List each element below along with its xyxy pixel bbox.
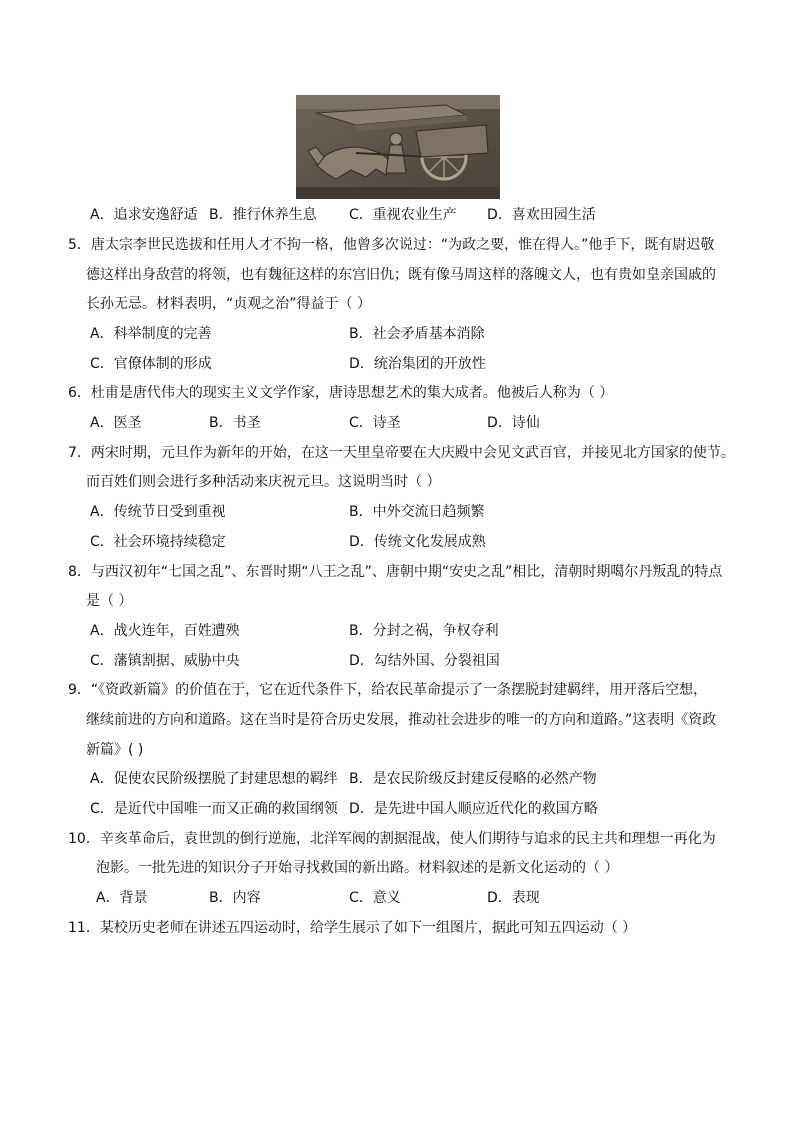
q5-question-line-3: 长孙无忌。材料表明，“贞观之治”得益于（ ）	[86, 296, 371, 312]
q10-option-c: C．意义	[349, 890, 401, 906]
q5-option-d: D．统治集团的开放性	[349, 356, 486, 372]
q6-option-d: D．诗仙	[487, 415, 540, 431]
q7-option-b: B．中外交流日趋频繁	[349, 504, 485, 520]
q4-option-d: D．喜欢田园生活	[487, 207, 596, 223]
q9-question-line-2: 继续前进的方向和道路。这在当时是符合历史发展，推动社会进步的唯一的方向和道路。”这表明《资政	[86, 712, 717, 728]
stone-relief-image	[296, 95, 500, 199]
q4-option-b: B．推行休养生息	[209, 207, 317, 223]
q6-option-b: B．书圣	[209, 415, 261, 431]
q8-option-d: D．勾结外国、分裂祖国	[349, 653, 500, 669]
q7-option-c: C．社会环境持续稳定	[90, 534, 226, 550]
q10-option-a: A．背景	[96, 890, 148, 906]
q5-question-line-2: 德这样出身敌营的将领，也有魏征这样的东宫旧仇；既有像马周这样的落魄文人，也有贵如皇亲国戚的	[86, 267, 716, 283]
q10-question-line-2: 泡影。一批先进的知识分子开始寻找救国的新出路。材料叙述的是新文化运动的（ ）	[96, 860, 619, 876]
q7-option-a: A．传统节日受到重视	[90, 504, 226, 520]
q7-option-d: D．传统文化发展成熟	[349, 534, 486, 550]
q4-option-a: A．追求安逸舒适	[90, 207, 198, 223]
q5-option-c: C．官僚体制的形成	[90, 356, 212, 372]
q4-option-c: C．重视农业生产	[349, 207, 457, 223]
q5-option-b: B．社会矛盾基本消除	[349, 326, 485, 342]
q8-option-b: B．分封之祸，争权夺利	[349, 623, 499, 639]
q8-option-c: C．藩镇割据、威胁中央	[90, 653, 240, 669]
q5-option-a: A．科举制度的完善	[90, 326, 212, 342]
q9-option-c: C．是近代中国唯一而又正确的救国纲领	[90, 801, 338, 817]
q9-option-b: B．是农民阶级反封建反侵略的必然产物	[349, 771, 597, 787]
q9-option-a: A．促使农民阶级摆脱了封建思想的羁绊	[90, 771, 338, 787]
q9-question-line-3: 新篇》( )	[86, 742, 144, 758]
q8-question-line-2: 是（ ）	[86, 593, 133, 609]
q10-option-b: B．内容	[209, 890, 261, 906]
q10-question-line-1: 10．辛亥革命后，袁世凯的倒行逆施，北洋军阀的割据混战，使人们期待与追求的民主共和理想一再化为	[68, 831, 716, 847]
q10-option-d: D．表现	[487, 890, 540, 906]
q9-option-d: D．是先进中国人顺应近代化的救国方略	[349, 801, 598, 817]
q6-question-line-1: 6．杜甫是唐代伟大的现实主义文学作家，唐诗思想艺术的集大成者。他被后人称为（ ）	[68, 385, 614, 401]
q5-question-line-1: 5．唐太宗李世民选拔和任用人才不拘一格，他曾多次说过：“为政之要，惟在得人。”他手下，既有尉迟敬	[68, 237, 715, 253]
q11-question-line-1: 11．某校历史老师在讲述五四运动时，给学生展示了如下一组图片，据此可知五四运动（ ）	[68, 920, 637, 936]
q8-option-a: A．战火连年，百姓遭殃	[90, 623, 240, 639]
q6-option-a: A．医圣	[90, 415, 142, 431]
q8-question-line-1: 8．与西汉初年“七国之乱”、东晋时期“八王之乱”、唐朝中期“安史之乱”相比，清朝时期噶尔丹叛乱的特点	[68, 564, 723, 580]
q9-question-line-1: 9．“《资政新篇》的价值在于，它在近代条件下，给农民革命提示了一条摆脱封建羁绊，用开落后空想，	[68, 682, 708, 698]
q6-option-c: C．诗圣	[349, 415, 401, 431]
q7-question-line-2: 而百姓们则会进行多种活动来庆祝元旦。这说明当时（ ）	[86, 474, 441, 490]
q7-question-line-1: 7．两宋时期，元旦作为新年的开始，在这一天里皇帝要在大庆殿中会见文武百官，并接见北方国家的使节。	[68, 445, 735, 461]
